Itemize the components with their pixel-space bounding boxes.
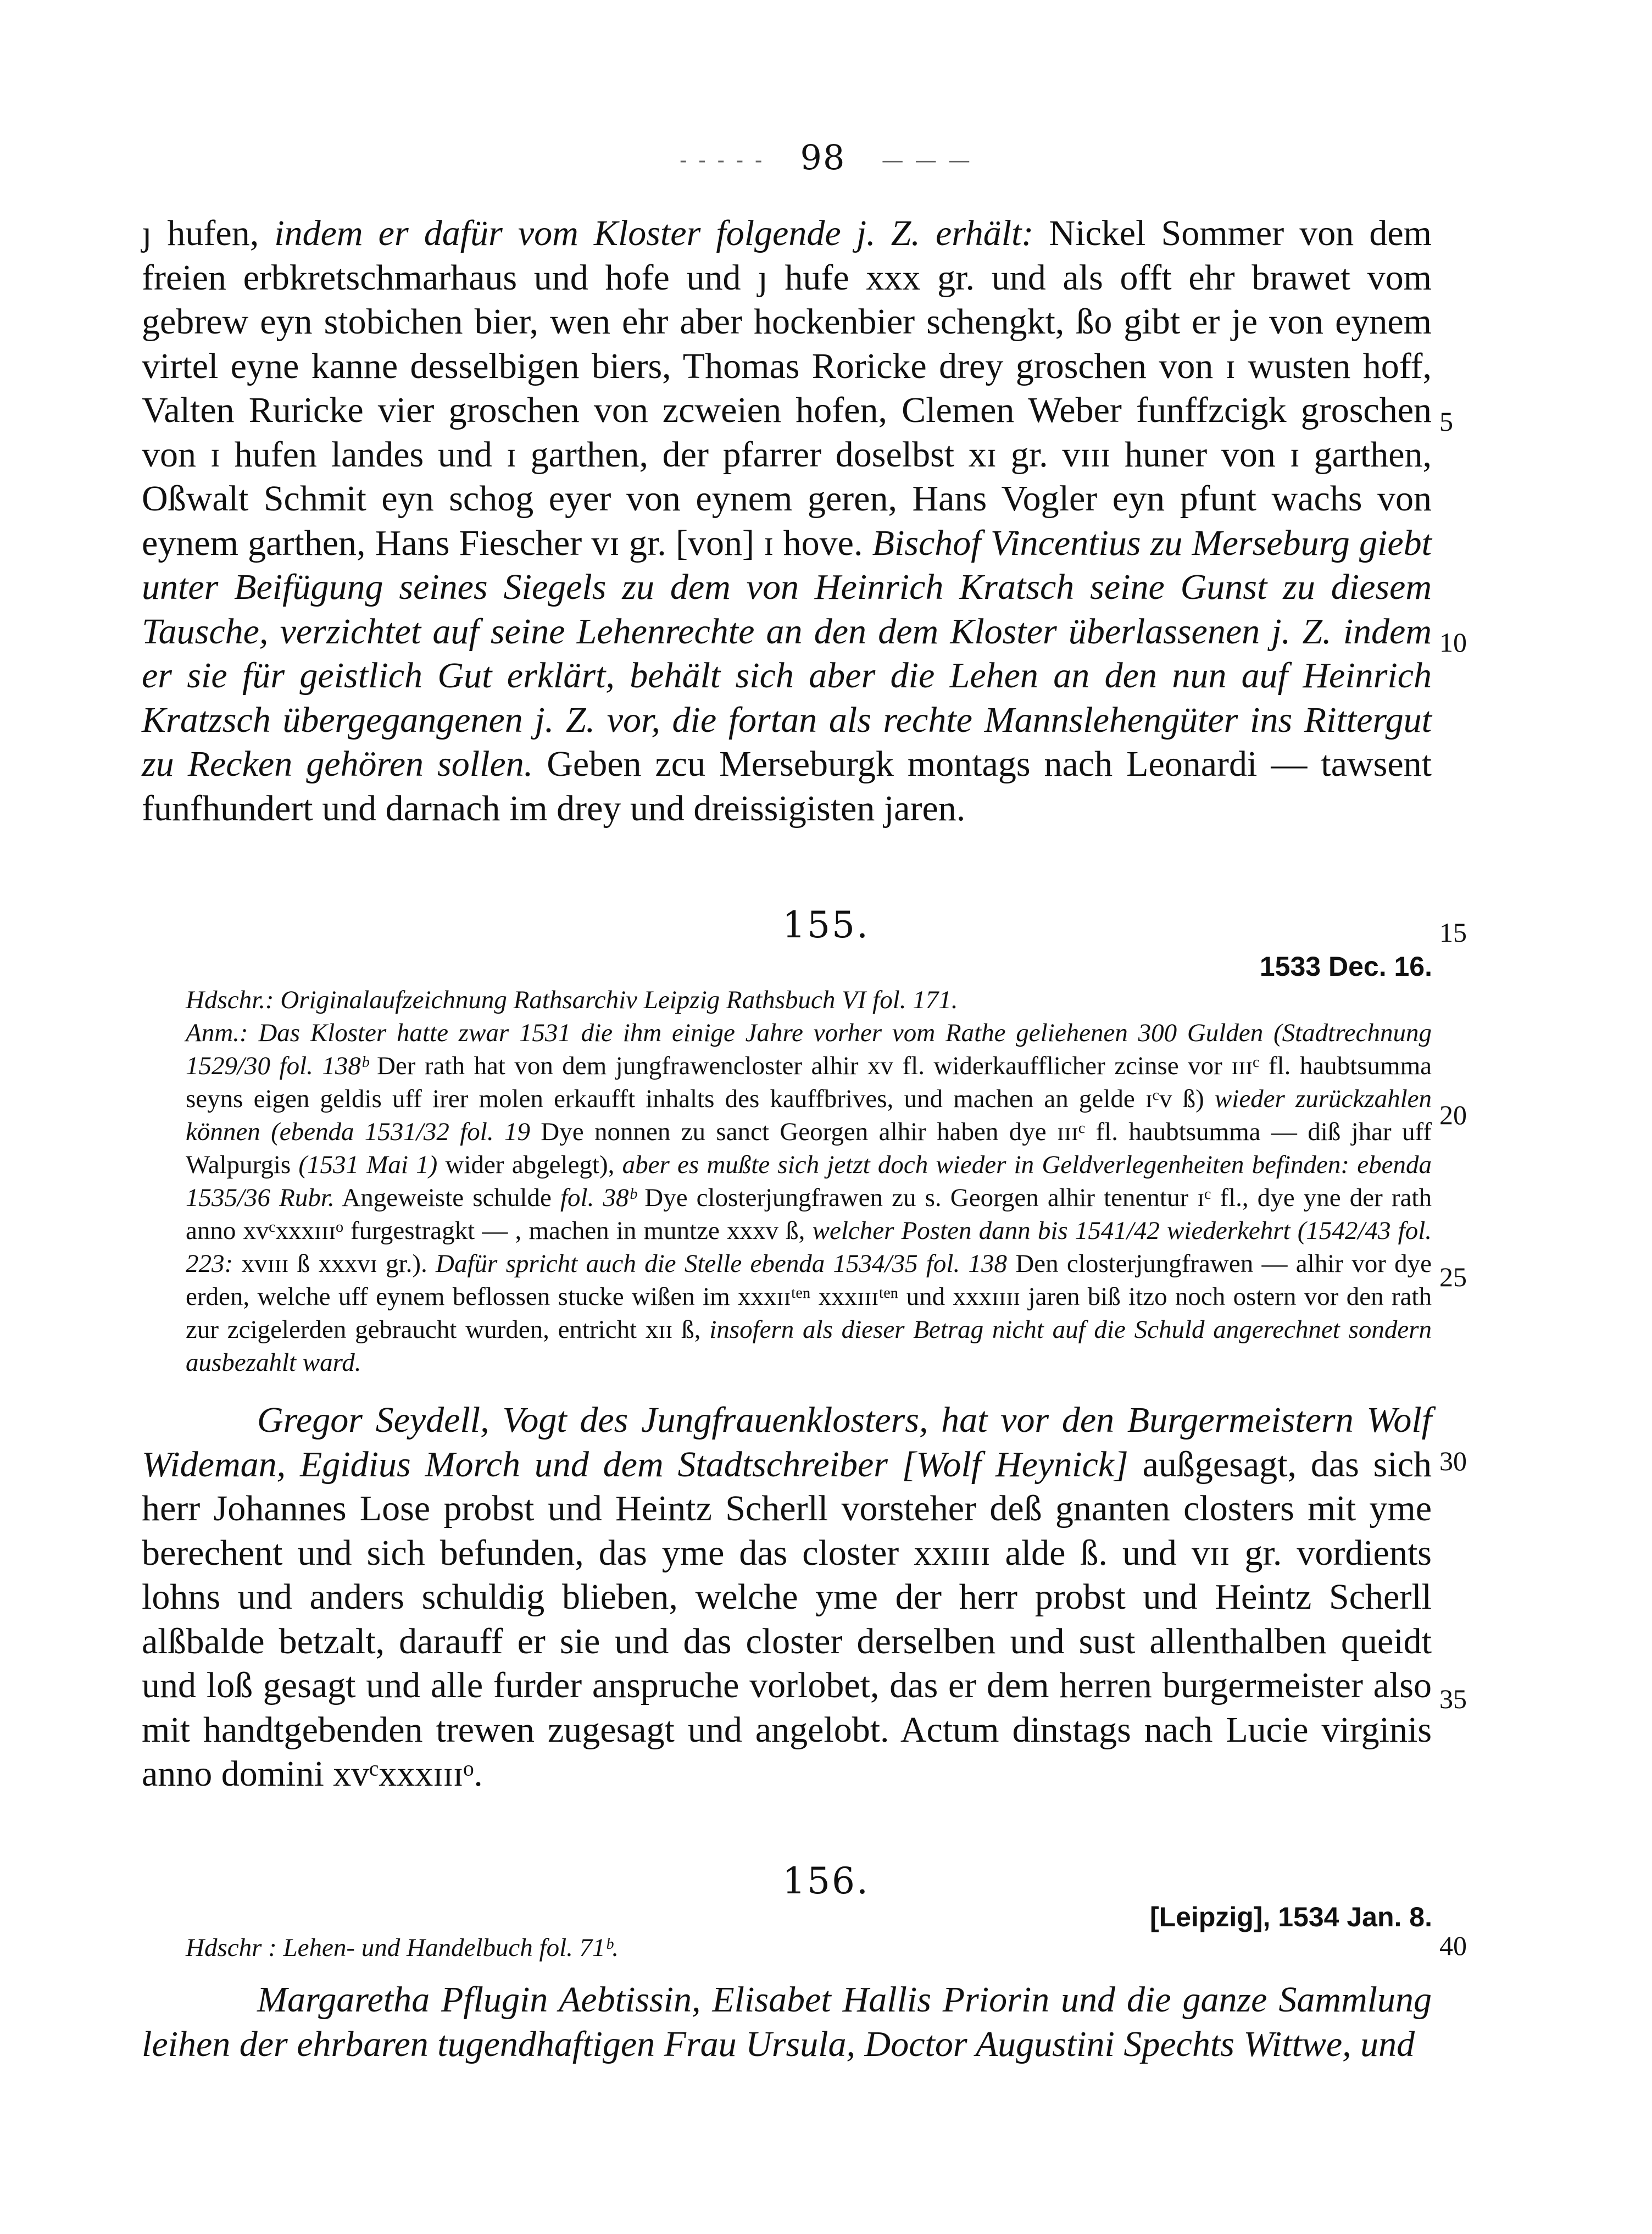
page-number: 98 — [800, 137, 846, 177]
line-number-25: 25 — [1439, 1262, 1467, 1292]
line-number-40: 40 — [1439, 1930, 1467, 1961]
header-dash-left: - - - - - — [679, 147, 765, 173]
doc155-body: Gregor Seydell, Vogt des Jungfrauenklosters, hat vor den Burgermeistern Wolf Wideman, Egidius Morch und dem Stadtschreiber [Wolf Heynick] außgesagt, das sich herr Johannes Lose probst und Heintz Scherll vorsteher deß gnanten closters mit yme berechent und sich befunden, das yme das closter xxɪɪɪɪ alde ß. und vɪɪ gr. vordients lohns und anders schuldig blieben, welche yme der herr probst und Heintz Scherll alßbalde betzalt, darauff er sie und das closter derselben und sust allenthalben queidt und loß gesagt und alle furder anspruche vorlobet, das er dem herren burgermeister also mit handtgebenden trewen zugesagt und angelobt. Actum dinstags nach Lucie virginis anno domini xvᶜxxxɪɪɪᵒ. — [142, 1400, 1432, 1794]
line-number-10: 10 — [1439, 627, 1467, 658]
line-number-15: 15 — [1439, 917, 1467, 948]
line-number-30: 30 — [1439, 1446, 1467, 1476]
document-number-156: 156. — [782, 1860, 870, 1902]
doc156-manuscript-note: Hdschr : Lehen- und Handelbuch fol. 71ᵇ. — [186, 1933, 619, 1962]
document-number-155: 155. — [782, 904, 870, 946]
line-number-20: 20 — [1439, 1099, 1467, 1130]
doc155-body-block — [142, 1398, 1432, 1797]
intro-paragraph: ȷ hufen, indem er dafür vom Kloster folgende j. Z. erhält: Nickel Sommer von dem freien erbkretschmarhaus und hofe und ȷ hufe xxx gr. und als offt ehr brawet vom gebrew eyn stobichen bier, wen ehr aber hockenbier schengkt, ßo gibt er je von eynem virtel eyne kanne desselbigen biers, Thomas Roricke drey groschen von ɪ wusten hoff, Valten Ruricke vier groschen von zcweien hofen, Clemen Weber funffzcigk groschen von ɪ hufen landes und ɪ garthen, der pfarrer doselbst xɪ gr. vɪɪɪ huner von ɪ garthen, Oßwalt Schmit eyn schog eyer von eynem geren, Hans Vogler eyn pfunt wachs von eynem garthen, Hans Fiescher vɪ gr. [von] ɪ hove. Bischof Vincentius zu Merseburg giebt unter Beifügung seines Siegels zu dem von Heinrich Kratsch seine Gunst zu diesem Tausche, verzichtet auf seine Lehenrechte an den dem Kloster überlassenen j. Z. indem er sie für geistlich Gut erklärt, behält sich aber die Lehen an den nun auf Heinrich Kratzsch übergegangenen j. Z. vor, die fortan als rechte Mannslehengüter ins Rittergut zu Recken gehören sollen. Geben zcu Merseburgk montags nach Leonardi — tawsent funfhundert und darnach im drey und dreissigisten jaren. — [142, 213, 1432, 829]
doc155-annotation: Anm.: Das Kloster hatte zwar 1531 die ihm einige Jahre vorher vom Rathe geliehenen 300 Gulden (Stadtrechnung 1529/30 fol. 138ᵇ Der rath hat von dem jungfrawencloster alhir xv fl. widerkaufflicher zcinse vor ɪɪɪᶜ fl. haubtsumma seyns eigen geldis uff irer molen erkaufft inhalts des kauffbrives, und machen an gelde ɪᶜv ß) wieder zurückzahlen können (ebenda 1531/32 fol. 19 Dye nonnen zu sanct Georgen alhir haben dye ɪɪɪᶜ fl. haubtsumma — diß jhar uff Walpurgis (1531 Mai 1) wider abgelegt), aber es mußte sich jetzt doch wieder in Geldverlegenheiten befinden: ebenda 1535/36 Rubr. Angeweiste schulde fol. 38ᵇ Dye closterjungfrawen zu s. Georgen alhir tenentur ɪᶜ fl., dye yne der rath anno xvᶜxxxɪɪɪᵒ furgestragkt — , machen in muntze xxxv ß, welcher Posten dann bis 1541/42 wiederkehrt (1542/43 fol. 223: xvɪɪɪ ß xxxvɪ gr.). Dafür spricht auch die Stelle ebenda 1534/35 fol. 138 Den closterjungfrawen — alhir vor dye erden, welche uff eynem beflossen stucke wißen im xxxɪɪᵗᵉⁿ xxxɪɪɪᵗᵉⁿ und xxxɪɪɪɪ jaren biß itzo noch ostern vor den rath zur zcigelerden gebraucht wurden, entricht xɪɪ ß, insofern als dieser Betrag nicht auf die Schuld angerechnet sondern ausbezahlt ward. — [186, 1019, 1432, 1377]
line-number-35: 35 — [1439, 1683, 1467, 1714]
header-dash-right: — — — — [881, 147, 973, 173]
intro-paragraph-block — [142, 212, 1432, 831]
document-date-155: 1533 Dec. 16. — [1259, 951, 1432, 982]
line-number-5: 5 — [1439, 406, 1453, 437]
document-date-156: [Leipzig], 1534 Jan. 8. — [1149, 1902, 1432, 1932]
doc156-notes-block — [142, 1931, 1432, 1964]
page-number-header — [0, 137, 1652, 177]
doc155-notes — [142, 983, 1432, 1379]
doc156-body: Margaretha Pflugin Aebtissin, Elisabet Hallis Priorin und die ganze Sammlung leihen der ehrbaren tugendhaftigen Frau Ursula, Doctor Augustini Spechts Wittwe, und — [142, 1980, 1432, 2064]
doc155-notes-block — [142, 983, 1432, 1379]
doc155-manuscript-note: Hdschr.: Originalaufzeichnung Rathsarchiv Leipzig Rathsbuch VI fol. 171. — [186, 986, 958, 1014]
doc156-notes — [142, 1931, 1432, 1964]
doc156-body-block — [142, 1978, 1432, 2066]
